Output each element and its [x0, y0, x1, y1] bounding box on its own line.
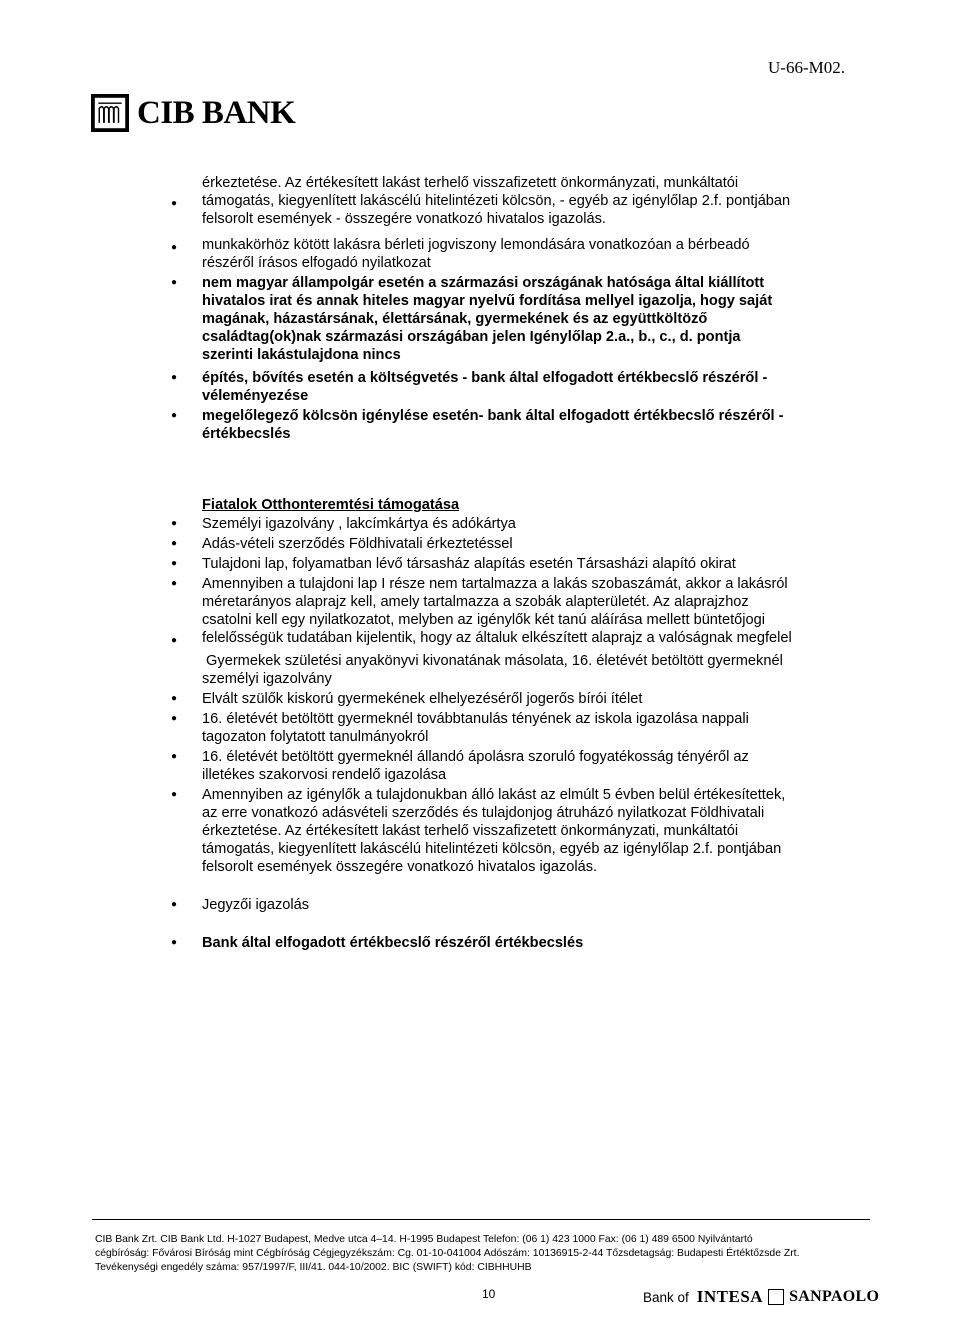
- list-item: [171, 690, 882, 710]
- list-item-text: [202, 236, 862, 272]
- list-item: [171, 407, 862, 445]
- bullet-icon: ●: [171, 518, 178, 529]
- bullet-icon: ●: [171, 538, 178, 549]
- text-line: érkeztetése. Az értékesített lakást terhelő visszafizetett önkormányzati, munkáltatói: [202, 175, 739, 191]
- list-item: [171, 555, 882, 575]
- bullet-icon: ●: [171, 558, 178, 569]
- bullet-icon: ●: [171, 242, 178, 253]
- bullet-icon: ●: [171, 789, 178, 800]
- intesa-square-icon: [768, 1289, 784, 1305]
- cib-bank-logo: [91, 93, 295, 133]
- text-line: Tulajdoni lap, folyamatban lévő társasház alapítás esetén Társasházi alapító okirat: [202, 556, 736, 572]
- text-line: felelősségük tudatában kijelentik, hogy az általuk elkészített alaprajz a valóságnak megfelel: [202, 630, 792, 646]
- list-item-text: [202, 690, 882, 708]
- text-line: családtag(ok)nak származási országában jelen Igénylőlap 2.a., b., c., d. pontja: [202, 329, 741, 345]
- text-line: felsorolt események összegére vonatkozó hivatalos igazolás.: [202, 859, 598, 875]
- list-item: [171, 786, 882, 876]
- bullet-icon: ●: [171, 635, 178, 646]
- list-item-text: Jegyzői igazolás: [202, 897, 310, 913]
- list-item-text: [202, 748, 882, 784]
- list-item: [171, 236, 862, 274]
- footer-line: cégbíróság: Fővárosi Bíróság mint Cégbíróság Cégjegyzékszám: Cg. 01-10-041004 Adószám: 10136915-2-44 Tőzsdetagság: Budapesti Értéktőzsde Zrt.: [95, 1248, 800, 1259]
- text-line: hivatalos irat és annak hiteles magyar nyelvű fordítása mellyel igazolja, hogy saját: [202, 293, 773, 309]
- intesa-label: INTESA: [696, 1287, 764, 1306]
- list-item: [171, 174, 862, 236]
- bank-of-label: Bank of: [643, 1289, 689, 1305]
- text-line: érkeztetése. Az értékesített lakást terhelő visszafizetett önkormányzati, munkáltatói: [202, 823, 739, 839]
- list-item-text: Bank által elfogadott értékbecslő részéről értékbecslés: [202, 935, 584, 951]
- text-line: szerinti lakástulajdona nincs: [202, 347, 401, 363]
- text-line: részéről írásos elfogadó nyilatkozat: [202, 255, 431, 271]
- text-line: Gyermekek születési anyakönyvi kivonatának másolata, 16. életévét betöltött gyermeknél: [202, 653, 783, 669]
- text-line: támogatás, kiegyenlített lakáscélú hitelintézeti kölcsön, - egyéb az igénylőlap 2.f. pontjában: [202, 193, 791, 209]
- text-line: csatolni kell egy nyilatkozatot, melyben az igénylők két tanú aláírása mellett büntetőjogi: [202, 612, 765, 628]
- page-number: 10: [482, 1287, 496, 1301]
- list-item-text: [202, 535, 882, 553]
- text-line: személyi igazolvány: [202, 671, 332, 687]
- bullet-icon: ●: [171, 578, 178, 589]
- footer-text: [95, 1233, 799, 1275]
- list-item: [202, 652, 882, 690]
- footer-line: CIB Bank Zrt. CIB Bank Ltd. H-1027 Budapest, Medve utca 4–14. H-1995 Budapest Telefon: (06 1) 423 1000 Fax: (06 1) 489 6500 Nyilvántartó: [95, 1234, 753, 1245]
- list-item: [171, 575, 882, 652]
- text-line: tagozaton folytatott tanulmányokról: [202, 729, 429, 745]
- text-line: Adás-vételi szerződés Földhivatali érkeztetéssel: [202, 536, 513, 552]
- footer-divider: [92, 1219, 870, 1220]
- list-item-text: [202, 652, 882, 688]
- list-item-text: [202, 369, 862, 405]
- bullet-icon: ●: [171, 713, 178, 724]
- text-line: Elvált szülők kiskorú gyermekének elhelyezéséről jogerős bírói ítélet: [202, 691, 643, 707]
- text-line: illetékes szakorvosi rendelő igazolása: [202, 767, 447, 783]
- text-line: értékbecslés: [202, 426, 291, 442]
- text-line: méretarányos alaprajz kell, amely tartalmazza a szobák alapterületét. Az alaprajzhoz: [202, 594, 749, 610]
- list-item: [171, 274, 862, 369]
- list-item-text: [202, 274, 862, 364]
- footer-line: Tevékenységi engedély száma: 957/1997/F, III/41. 044-10/2002. BIC (SWIFT) kód: CIBHHUHB: [95, 1262, 532, 1273]
- cib-logo-icon: [91, 94, 129, 132]
- text-line: támogatás, kiegyenlített lakáscélú hitelintézeti kölcsön, egyéb az igénylőlap 2.f. pontjában: [202, 841, 782, 857]
- bullet-icon: ●: [171, 277, 178, 288]
- list-item-text: [202, 786, 882, 876]
- list-item-jegyzoi: [171, 896, 310, 914]
- section-heading: Fiatalok Otthonteremtési támogatása: [202, 497, 460, 513]
- list-item: [171, 369, 862, 407]
- text-line: véleményezése: [202, 388, 309, 404]
- requirements-list-1: [171, 174, 862, 445]
- list-item: [171, 535, 882, 555]
- bullet-icon: ●: [171, 899, 178, 910]
- bullet-icon: ●: [171, 372, 178, 383]
- list-item-text: [202, 174, 862, 228]
- text-line: építés, bővítés esetén a költségvetés - bank által elfogadott értékbecslő részéről -: [202, 370, 768, 386]
- text-line: megelőlegező kölcsön igénylése esetén- bank által elfogadott értékbecslő részéről -: [202, 408, 784, 424]
- list-item: [171, 710, 882, 748]
- bullet-icon: ●: [171, 198, 178, 209]
- bullet-icon: ●: [171, 937, 178, 948]
- list-item-text: [202, 710, 882, 746]
- list-item-bank-ertekbecsles: [171, 934, 584, 952]
- text-line: 16. életévét betöltött gyermeknél továbbtanulás tényének az iskola igazolása nappali: [202, 711, 749, 727]
- bullet-icon: ●: [171, 693, 178, 704]
- text-line: magának, házastársának, élettársának, gyermekének és az együttköltöző: [202, 311, 708, 327]
- sanpaolo-label: SANPAOLO: [789, 1288, 880, 1305]
- text-line: munkakörhöz kötött lakásra bérleti jogviszony lemondására vonatkozóan a bérbeadó: [202, 237, 750, 253]
- intesa-sanpaolo-logo: [643, 1287, 879, 1307]
- list-item-text: [202, 515, 882, 533]
- logo-text: CIB BANK: [137, 94, 296, 131]
- text-line: Személyi igazolvány , lakcímkártya és adókártya: [202, 516, 516, 532]
- text-line: az erre vonatkozó adásvételi szerződés és tulajdonjog átruházó nyilatkozat Földhivatali: [202, 805, 765, 821]
- text-line: 16. életévét betöltött gyermeknél állandó ápolásra szoruló fogyatékosság tényéről az: [202, 749, 749, 765]
- text-line: Amennyiben az igénylők a tulajdonukban álló lakást az elmúlt 5 évben belül értékesítettek,: [202, 787, 786, 803]
- document-reference: U-66-M02.: [768, 58, 845, 77]
- text-line: felsorolt események - összegére vonatkozó hivatalos igazolás.: [202, 211, 606, 227]
- list-item-text: [202, 407, 862, 443]
- list-item: [171, 515, 882, 535]
- bullet-icon: ●: [171, 410, 178, 421]
- list-item-text: [202, 555, 882, 573]
- list-item: [171, 748, 882, 786]
- requirements-list-2: [171, 515, 882, 876]
- list-item-text: [202, 575, 882, 647]
- text-line: Amennyiben a tulajdoni lap I része nem tartalmazza a lakás szobaszámát, akkor a lakásról: [202, 576, 788, 592]
- bullet-icon: ●: [171, 751, 178, 762]
- text-line: nem magyar állampolgár esetén a származási országának hatósága által kiállított: [202, 275, 765, 291]
